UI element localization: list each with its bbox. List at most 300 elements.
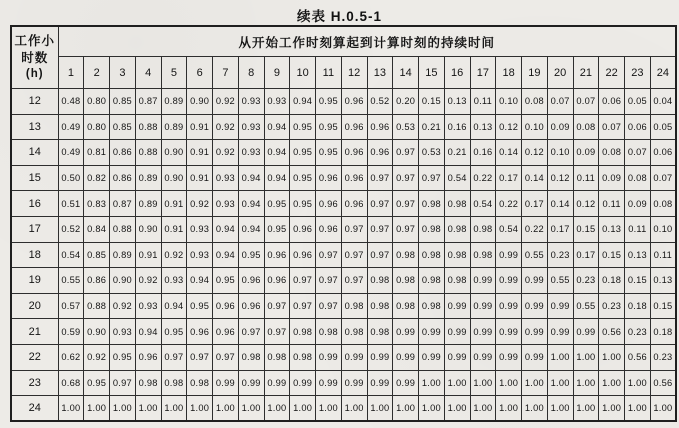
coefficient-value-cell: 0.93: [238, 114, 264, 140]
coefficient-value-cell: 1.00: [444, 396, 470, 422]
coefficient-value-cell: 0.06: [599, 89, 625, 115]
coefficient-value-cell: 0.50: [58, 165, 84, 191]
coefficient-value-cell: 0.92: [187, 191, 213, 217]
coefficient-value-cell: 0.99: [316, 370, 342, 396]
coefficient-value-cell: 0.89: [110, 242, 136, 268]
coefficient-value-cell: 0.99: [496, 293, 522, 319]
coefficient-value-cell: 0.99: [547, 293, 573, 319]
coefficient-value-cell: 0.97: [161, 344, 187, 370]
work-hours-cell: 22: [11, 344, 58, 370]
table-row: [11, 89, 676, 115]
coefficient-value-cell: 0.92: [161, 242, 187, 268]
coefficient-value-cell: 0.54: [444, 165, 470, 191]
coefficient-value-cell: 0.10: [496, 89, 522, 115]
table-row: [11, 114, 676, 140]
coefficient-value-cell: 0.99: [393, 344, 419, 370]
duration-column-header: 7: [213, 57, 239, 89]
coefficient-value-cell: 0.98: [444, 268, 470, 294]
coefficient-value-cell: 0.97: [367, 216, 393, 242]
coefficient-value-cell: 0.80: [84, 114, 110, 140]
table-row: [11, 191, 676, 217]
coefficient-value-cell: 1.00: [650, 396, 676, 422]
coefficient-value-cell: 0.14: [496, 140, 522, 166]
coefficient-value-cell: 0.95: [316, 140, 342, 166]
coefficient-value-cell: 1.00: [547, 370, 573, 396]
coefficient-value-cell: 0.93: [238, 140, 264, 166]
coefficient-value-cell: 0.98: [393, 268, 419, 294]
coefficient-value-cell: 0.96: [213, 319, 239, 345]
coefficient-value-cell: 0.97: [341, 242, 367, 268]
coefficient-value-cell: 0.94: [264, 140, 290, 166]
coefficient-value-cell: 1.00: [84, 396, 110, 422]
coefficient-value-cell: 0.92: [213, 114, 239, 140]
table-row: [11, 165, 676, 191]
coefficient-value-cell: 0.49: [58, 140, 84, 166]
coefficient-value-cell: 0.99: [522, 319, 548, 345]
duration-column-header: 21: [573, 57, 599, 89]
duration-column-header: 4: [135, 57, 161, 89]
coefficient-value-cell: 0.07: [650, 165, 676, 191]
coefficient-value-cell: 0.51: [58, 191, 84, 217]
coefficient-value-cell: 0.96: [341, 114, 367, 140]
coefficient-value-cell: 0.98: [444, 242, 470, 268]
table-row: [11, 396, 676, 422]
coefficient-value-cell: 0.91: [161, 191, 187, 217]
coefficient-value-cell: 0.17: [573, 242, 599, 268]
duration-column-header: 8: [238, 57, 264, 89]
coefficient-value-cell: 0.18: [625, 293, 651, 319]
coefficient-value-cell: 0.11: [573, 165, 599, 191]
coefficient-value-cell: 0.98: [367, 319, 393, 345]
work-hours-cell: 20: [11, 293, 58, 319]
coefficient-value-cell: 0.98: [419, 268, 445, 294]
duration-column-header: 19: [522, 57, 548, 89]
coefficient-value-cell: 1.00: [135, 396, 161, 422]
coefficient-value-cell: 0.89: [161, 114, 187, 140]
coefficient-value-cell: 0.98: [264, 344, 290, 370]
coefficient-value-cell: 0.98: [419, 191, 445, 217]
coefficient-value-cell: 0.97: [290, 268, 316, 294]
coefficient-value-cell: 1.00: [316, 396, 342, 422]
coefficient-value-cell: 0.09: [625, 191, 651, 217]
coefficient-value-cell: 0.81: [84, 140, 110, 166]
coefficient-value-cell: 1.00: [573, 396, 599, 422]
coefficient-value-cell: 0.94: [290, 89, 316, 115]
coefficient-value-cell: 0.98: [187, 370, 213, 396]
coefficient-value-cell: 0.95: [290, 165, 316, 191]
coefficient-value-cell: 0.97: [393, 165, 419, 191]
coefficient-value-cell: 0.21: [419, 114, 445, 140]
coefficient-value-cell: 0.15: [625, 268, 651, 294]
coefficient-value-cell: 0.99: [470, 268, 496, 294]
table-body: [11, 89, 676, 422]
coefficient-value-cell: 0.96: [316, 165, 342, 191]
coefficient-value-cell: 1.00: [573, 344, 599, 370]
coefficient-value-cell: 0.14: [522, 165, 548, 191]
coefficient-value-cell: 0.98: [316, 319, 342, 345]
coefficient-value-cell: 0.99: [419, 344, 445, 370]
coefficient-value-cell: 1.00: [341, 396, 367, 422]
coefficient-value-cell: 1.00: [496, 396, 522, 422]
table-header: [11, 26, 676, 89]
coefficient-value-cell: 0.98: [470, 242, 496, 268]
duration-column-header: 10: [290, 57, 316, 89]
coefficient-value-cell: 0.16: [470, 140, 496, 166]
coefficient-value-cell: 0.23: [547, 242, 573, 268]
coefficient-value-cell: 1.00: [625, 396, 651, 422]
coefficient-value-cell: 1.00: [573, 370, 599, 396]
duration-column-header: 12: [341, 57, 367, 89]
coefficient-value-cell: 0.99: [573, 319, 599, 345]
coefficient-value-cell: 0.55: [522, 242, 548, 268]
coefficient-value-cell: 0.12: [573, 191, 599, 217]
table-row: [11, 140, 676, 166]
coefficient-value-cell: 0.94: [238, 165, 264, 191]
coefficient-value-cell: 0.62: [58, 344, 84, 370]
coefficient-value-cell: 0.97: [341, 268, 367, 294]
table-row: [11, 242, 676, 268]
coefficient-value-cell: 1.00: [496, 370, 522, 396]
coefficient-value-cell: 0.98: [161, 370, 187, 396]
coefficient-value-cell: 0.98: [290, 319, 316, 345]
coefficient-value-cell: 0.99: [341, 344, 367, 370]
coefficient-value-cell: 0.53: [393, 114, 419, 140]
duration-column-header: 3: [110, 57, 136, 89]
coefficient-value-cell: 0.54: [496, 216, 522, 242]
coefficient-value-cell: 0.86: [110, 165, 136, 191]
coefficient-value-cell: 1.00: [367, 396, 393, 422]
coefficient-value-cell: 0.56: [650, 370, 676, 396]
coefficient-value-cell: 0.97: [316, 293, 342, 319]
coefficient-value-cell: 0.97: [367, 242, 393, 268]
coefficient-value-cell: 0.05: [650, 114, 676, 140]
coefficient-value-cell: 0.93: [187, 242, 213, 268]
coefficient-value-cell: 0.95: [84, 370, 110, 396]
coefficient-value-cell: 0.99: [393, 370, 419, 396]
coefficient-value-cell: 0.83: [84, 191, 110, 217]
coefficient-value-cell: 0.98: [419, 242, 445, 268]
coefficient-value-cell: 0.53: [419, 140, 445, 166]
coefficient-value-cell: 0.56: [599, 319, 625, 345]
coefficient-value-cell: 0.23: [625, 319, 651, 345]
work-hours-cell: 15: [11, 165, 58, 191]
duration-column-header: 17: [470, 57, 496, 89]
coefficient-value-cell: 0.18: [599, 268, 625, 294]
coefficient-value-cell: 0.86: [84, 268, 110, 294]
coefficient-value-cell: 0.97: [264, 293, 290, 319]
coefficient-value-cell: 0.68: [58, 370, 84, 396]
coefficient-value-cell: 0.06: [650, 140, 676, 166]
coefficient-value-cell: 0.96: [135, 344, 161, 370]
coefficient-value-cell: 0.22: [496, 191, 522, 217]
coefficient-value-cell: 0.07: [547, 89, 573, 115]
coefficient-value-cell: 0.99: [522, 268, 548, 294]
coefficient-value-cell: 0.13: [625, 242, 651, 268]
coefficient-value-cell: 0.98: [444, 216, 470, 242]
coefficient-value-cell: 0.89: [135, 165, 161, 191]
duration-column-header: 5: [161, 57, 187, 89]
coefficient-value-cell: 0.59: [58, 319, 84, 345]
coefficient-value-cell: 0.20: [393, 89, 419, 115]
coefficient-value-cell: 0.97: [419, 165, 445, 191]
coefficient-value-cell: 0.90: [84, 319, 110, 345]
duration-column-header: 1: [58, 57, 84, 89]
coefficient-value-cell: 0.99: [264, 370, 290, 396]
coefficient-value-cell: 0.97: [393, 140, 419, 166]
coefficient-value-cell: 0.99: [213, 370, 239, 396]
coefficient-value-cell: 1.00: [547, 396, 573, 422]
coefficient-value-cell: 0.08: [599, 140, 625, 166]
duration-column-header: 11: [316, 57, 342, 89]
coefficient-value-cell: 0.11: [599, 191, 625, 217]
coefficient-value-cell: 1.00: [599, 396, 625, 422]
coefficient-value-cell: 0.54: [58, 242, 84, 268]
coefficient-value-cell: 0.17: [522, 191, 548, 217]
coefficient-value-cell: 0.04: [650, 89, 676, 115]
coefficient-value-cell: 0.48: [58, 89, 84, 115]
coefficient-value-cell: 0.10: [650, 216, 676, 242]
duration-column-header: 14: [393, 57, 419, 89]
table-row: [11, 319, 676, 345]
coefficient-value-cell: 1.00: [238, 396, 264, 422]
coefficient-value-cell: 0.15: [650, 293, 676, 319]
coefficient-value-cell: 0.99: [393, 319, 419, 345]
coefficient-value-cell: 0.95: [264, 216, 290, 242]
coefficient-value-cell: 0.07: [625, 140, 651, 166]
coefficient-value-cell: 1.00: [58, 396, 84, 422]
coefficient-value-cell: 0.09: [599, 165, 625, 191]
coefficient-value-cell: 0.91: [161, 216, 187, 242]
coefficient-value-cell: 0.97: [290, 293, 316, 319]
coefficient-value-cell: 0.22: [470, 165, 496, 191]
work-hours-cell: 19: [11, 268, 58, 294]
coefficient-value-cell: 0.93: [161, 268, 187, 294]
coefficient-value-cell: 0.98: [367, 293, 393, 319]
coefficient-value-cell: 0.97: [393, 216, 419, 242]
coefficient-value-cell: 1.00: [213, 396, 239, 422]
coefficient-value-cell: 0.94: [238, 216, 264, 242]
coefficient-value-cell: 0.95: [290, 191, 316, 217]
table-row: [11, 370, 676, 396]
coefficient-value-cell: 0.89: [161, 89, 187, 115]
coefficient-value-cell: 0.98: [393, 293, 419, 319]
coefficient-value-cell: 0.94: [213, 242, 239, 268]
duration-column-header: 20: [547, 57, 573, 89]
coefficient-value-cell: 0.05: [625, 89, 651, 115]
coefficient-value-cell: 0.09: [573, 140, 599, 166]
coefficient-value-cell: 0.97: [264, 319, 290, 345]
coefficient-value-cell: 0.15: [599, 242, 625, 268]
coefficient-value-cell: 0.95: [213, 268, 239, 294]
coefficient-value-cell: 0.16: [444, 114, 470, 140]
coefficient-value-cell: 0.93: [213, 165, 239, 191]
corner-header-unit: (h): [25, 67, 44, 80]
coefficient-value-cell: 0.98: [419, 293, 445, 319]
coefficient-value-cell: 0.98: [341, 319, 367, 345]
coefficient-value-cell: 0.94: [161, 293, 187, 319]
coefficient-value-cell: 0.95: [187, 293, 213, 319]
coefficient-value-cell: 0.94: [264, 114, 290, 140]
coefficient-value-cell: 0.14: [547, 191, 573, 217]
coefficient-value-cell: 0.93: [213, 191, 239, 217]
coefficient-value-cell: 0.96: [341, 140, 367, 166]
coefficient-value-cell: 0.92: [84, 344, 110, 370]
coefficient-value-cell: 0.10: [547, 140, 573, 166]
coefficient-value-cell: 1.00: [264, 396, 290, 422]
coefficient-value-cell: 0.17: [547, 216, 573, 242]
coefficient-value-cell: 0.52: [367, 89, 393, 115]
coefficient-value-cell: 0.99: [496, 242, 522, 268]
coefficient-value-cell: 0.98: [367, 268, 393, 294]
coefficient-value-cell: 0.96: [264, 242, 290, 268]
work-hours-cell: 13: [11, 114, 58, 140]
duration-column-header: 15: [419, 57, 445, 89]
coefficient-value-cell: 0.95: [290, 140, 316, 166]
coefficient-value-cell: 0.97: [393, 191, 419, 217]
work-hours-cell: 23: [11, 370, 58, 396]
coefficient-value-cell: 0.95: [264, 191, 290, 217]
coefficient-value-cell: 0.08: [522, 89, 548, 115]
corner-header-label: 工作小时数: [14, 33, 55, 65]
coefficient-value-cell: 1.00: [393, 396, 419, 422]
duration-column-header: 9: [264, 57, 290, 89]
coefficient-value-cell: 0.96: [238, 268, 264, 294]
coefficient-value-cell: 0.13: [650, 268, 676, 294]
coefficient-value-cell: 0.96: [238, 293, 264, 319]
duration-column-header: 22: [599, 57, 625, 89]
coefficient-value-cell: 0.96: [341, 165, 367, 191]
coefficient-value-cell: 1.00: [599, 370, 625, 396]
duration-column-header: 16: [444, 57, 470, 89]
coefficient-value-cell: 0.96: [187, 319, 213, 345]
coefficient-value-cell: 0.99: [444, 293, 470, 319]
coefficient-value-cell: 0.11: [650, 242, 676, 268]
coefficient-value-cell: 0.99: [496, 344, 522, 370]
span-header-row: [11, 26, 676, 57]
coefficient-value-cell: 0.07: [599, 114, 625, 140]
coefficient-value-cell: 0.98: [444, 191, 470, 217]
coefficient-value-cell: 0.09: [547, 114, 573, 140]
coefficient-value-cell: 0.87: [110, 191, 136, 217]
coefficient-value-cell: 0.97: [316, 242, 342, 268]
coefficient-value-cell: 0.96: [316, 216, 342, 242]
coefficient-value-cell: 0.98: [470, 216, 496, 242]
coefficient-value-cell: 0.99: [419, 319, 445, 345]
coefficient-value-cell: 0.86: [110, 140, 136, 166]
coefficient-value-cell: 0.99: [316, 344, 342, 370]
coefficient-value-cell: 0.08: [625, 165, 651, 191]
coefficient-value-cell: 0.12: [547, 165, 573, 191]
coefficient-value-cell: 0.93: [238, 89, 264, 115]
coefficient-value-cell: 0.92: [110, 293, 136, 319]
duration-header-row: [11, 57, 676, 89]
coefficient-value-cell: 0.21: [444, 140, 470, 166]
coefficient-value-cell: 0.97: [213, 344, 239, 370]
coefficient-value-cell: 0.23: [599, 293, 625, 319]
coefficient-value-cell: 0.55: [573, 293, 599, 319]
coefficient-value-cell: 0.96: [213, 293, 239, 319]
coefficient-value-cell: 0.06: [625, 114, 651, 140]
coefficient-value-cell: 0.99: [444, 344, 470, 370]
coefficient-value-cell: 1.00: [470, 396, 496, 422]
coefficient-value-cell: 1.00: [290, 396, 316, 422]
coefficient-value-cell: 1.00: [187, 396, 213, 422]
coefficient-value-cell: 0.12: [522, 140, 548, 166]
coefficient-value-cell: 0.55: [58, 268, 84, 294]
coefficient-value-cell: 0.54: [470, 191, 496, 217]
coefficient-value-cell: 0.95: [316, 114, 342, 140]
coefficient-value-cell: 0.08: [573, 114, 599, 140]
coefficient-value-cell: 0.80: [84, 89, 110, 115]
coefficient-value-cell: 0.97: [187, 344, 213, 370]
continuation-table: [10, 25, 677, 422]
coefficient-value-cell: 0.52: [58, 216, 84, 242]
coefficient-value-cell: 0.11: [625, 216, 651, 242]
work-hours-cell: 18: [11, 242, 58, 268]
coefficient-value-cell: 0.87: [135, 89, 161, 115]
coefficient-value-cell: 0.55: [547, 268, 573, 294]
coefficient-value-cell: 0.07: [573, 89, 599, 115]
coefficient-value-cell: 0.49: [58, 114, 84, 140]
table-title: 续表 H.0.5-1: [296, 9, 383, 24]
table-row: [11, 216, 676, 242]
coefficient-value-cell: 0.96: [264, 268, 290, 294]
coefficient-value-cell: 0.85: [84, 242, 110, 268]
coefficient-value-cell: 0.93: [110, 319, 136, 345]
coefficient-value-cell: 1.00: [419, 396, 445, 422]
coefficient-value-cell: 1.00: [547, 344, 573, 370]
coefficient-value-cell: 0.99: [496, 268, 522, 294]
coefficient-value-cell: 0.99: [470, 319, 496, 345]
coefficient-value-cell: 0.11: [470, 89, 496, 115]
duration-column-header: 6: [187, 57, 213, 89]
coefficient-value-cell: 0.98: [238, 344, 264, 370]
coefficient-value-cell: 0.08: [650, 191, 676, 217]
duration-column-header: 24: [650, 57, 676, 89]
coefficient-value-cell: 0.94: [264, 165, 290, 191]
coefficient-value-cell: 0.82: [84, 165, 110, 191]
coefficient-value-cell: 0.97: [367, 165, 393, 191]
coefficient-value-cell: 0.84: [84, 216, 110, 242]
work-hours-cell: 16: [11, 191, 58, 217]
coefficient-value-cell: 0.96: [341, 89, 367, 115]
work-hours-cell: 14: [11, 140, 58, 166]
duration-column-header: 13: [367, 57, 393, 89]
coefficient-value-cell: 0.10: [522, 114, 548, 140]
coefficient-value-cell: 0.13: [599, 216, 625, 242]
coefficient-value-cell: 1.00: [161, 396, 187, 422]
coefficient-value-cell: 0.99: [496, 319, 522, 345]
coefficient-value-cell: 0.85: [110, 89, 136, 115]
coefficient-value-cell: 0.88: [135, 114, 161, 140]
coefficient-value-cell: 0.15: [419, 89, 445, 115]
coefficient-value-cell: 0.96: [290, 242, 316, 268]
coefficient-value-cell: 0.88: [110, 216, 136, 242]
coefficient-value-cell: 0.91: [187, 140, 213, 166]
coefficient-value-cell: 0.96: [367, 140, 393, 166]
work-hours-cell: 24: [11, 396, 58, 422]
coefficient-value-cell: 0.90: [187, 89, 213, 115]
coefficient-value-cell: 0.97: [341, 216, 367, 242]
coefficient-value-cell: 0.99: [341, 370, 367, 396]
coefficient-value-cell: 0.56: [625, 344, 651, 370]
coefficient-value-cell: 0.22: [522, 216, 548, 242]
coefficient-value-cell: 0.96: [316, 191, 342, 217]
coefficient-value-cell: 0.93: [264, 89, 290, 115]
coefficient-value-cell: 0.90: [110, 268, 136, 294]
coefficient-value-cell: 0.91: [187, 114, 213, 140]
coefficient-value-cell: 0.99: [470, 344, 496, 370]
